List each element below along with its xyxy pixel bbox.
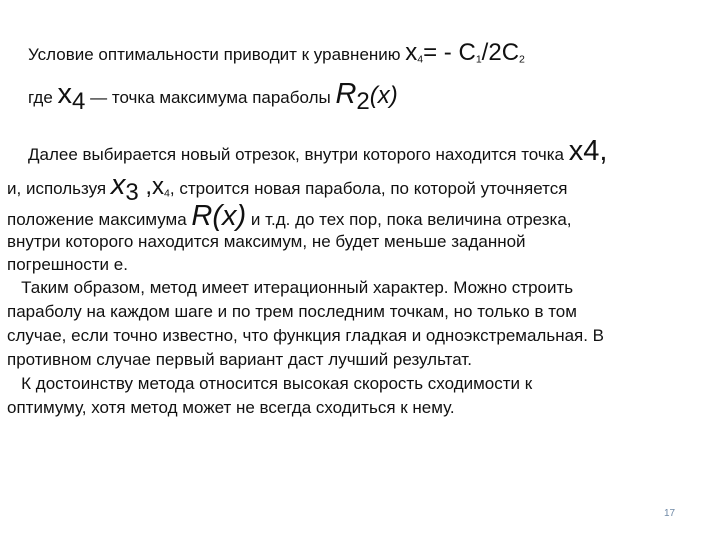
page-number: 17	[664, 508, 676, 519]
paragraph-line: противном случае первый вариант даст лучший результат.	[7, 350, 472, 369]
paragraph-line: Таким образом, метод имеет итерационный характер. Можно строить	[7, 278, 574, 297]
paragraph-line: Далее выбирается новый отрезок, внутри которого находится точка x4,	[28, 135, 608, 167]
paragraph-line: К достоинству метода относится высокая скорость сходимости к	[7, 374, 533, 393]
paragraph-line: погрешности е.	[7, 255, 128, 274]
paragraph-line: положение максимума R(x) и т.д. до тех пор, пока величина отрезка,	[7, 200, 572, 232]
paragraph-line: случае, если точно известно, что функция гладкая и одноэкстремальная. В	[7, 326, 605, 345]
paragraph-line: параболу на каждом шаге и по трем последним точкам, но только в том	[7, 302, 577, 321]
definition-line: где $x_4$ — точка максимума параболы $R_2(x)$	[28, 78, 398, 115]
paragraph-line: оптимуму, хотя метод может не всегда сходиться к нему.	[7, 398, 455, 417]
paragraph-line: внутри которого находится максимум, не будет меньше заданной	[7, 232, 526, 251]
equation-line: Условие оптимальности приводит к уравнению $x_4= - C_1/2C_2$	[28, 39, 525, 66]
paragraph-line: и, используя $x_3$ $,x_4$, строится новая парабола, по которой уточняется	[7, 169, 568, 206]
